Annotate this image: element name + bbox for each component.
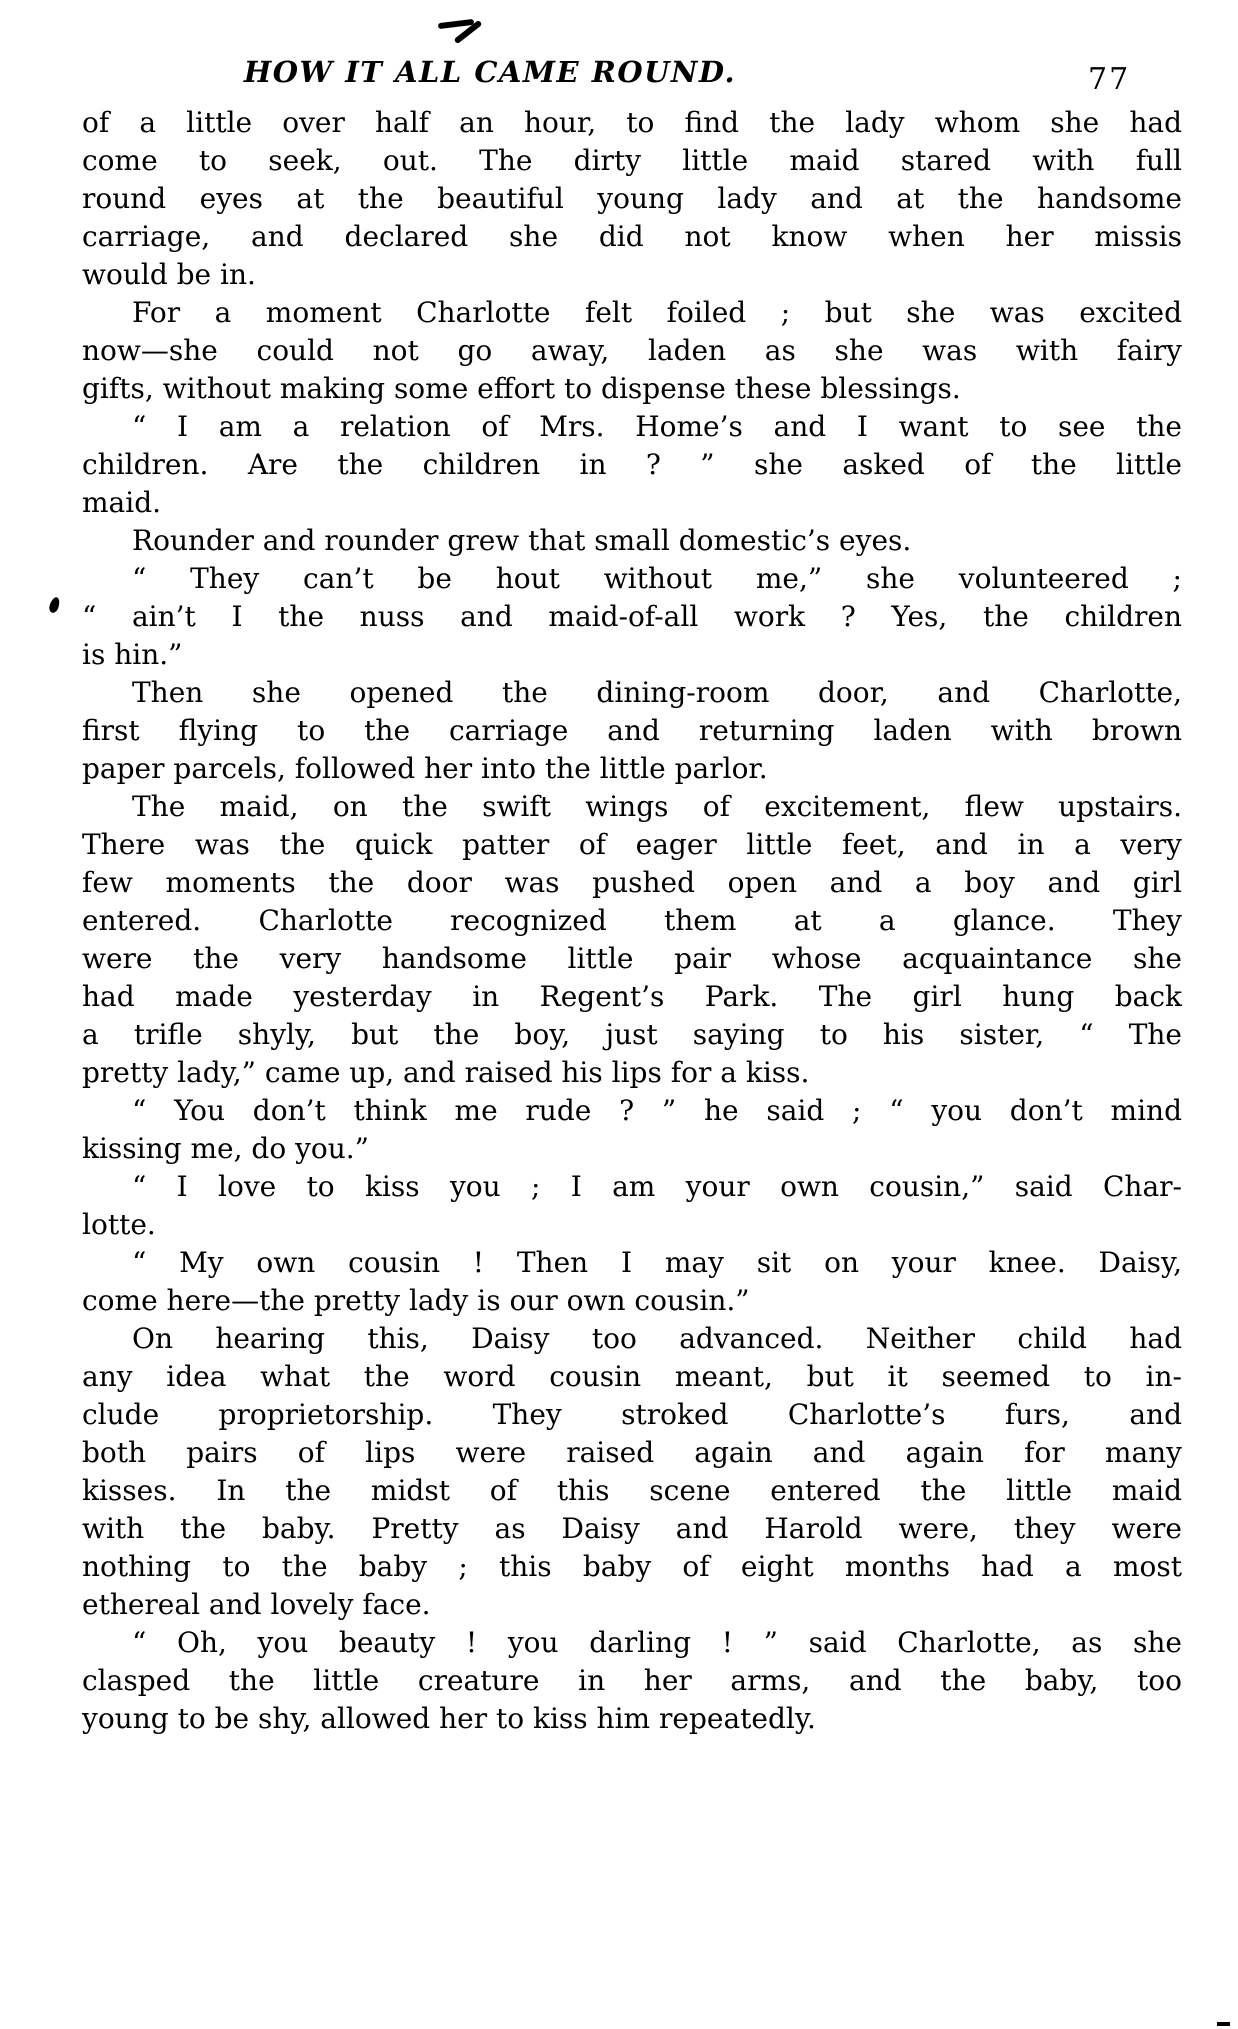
text-line: gifts, without making some effort to dispense these blessings. [82,372,961,405]
text-line: “ They can’t be hout without me,” she volunteered ; [132,562,1182,595]
text-line: On hearing this, Daisy too advanced. Neither child had [132,1322,1182,1355]
paragraph [82,104,1182,294]
text-line: “ My own cousin ! Then I may sit on your knee. Daisy, [132,1246,1182,1279]
text-line: “ I love to kiss you ; I am your own cousin,” said Char- [132,1170,1182,1203]
text-line: both pairs of lips were raised again and again for many [82,1436,1182,1469]
text-line: maid. [82,486,162,519]
text-line: of a little over half an hour, to find the lady whom she had [82,106,1182,139]
paragraph [82,1320,1182,1624]
text-line: first flying to the carriage and returning laden with brown [82,714,1182,747]
text-line: ethereal and lovely face. [82,1588,431,1621]
page-number: 77 [1088,62,1131,97]
paragraph [82,1244,1182,1320]
paragraph [82,294,1182,408]
text-line: with the baby. Pretty as Daisy and Harold were, they were [82,1512,1182,1545]
text-line: clude proprietorship. They stroked Charlotte’s furs, and [82,1398,1182,1431]
text-line: young to be shy, allowed her to kiss him repeatedly. [82,1702,816,1735]
text-line: nothing to the baby ; this baby of eight months had a most [82,1550,1182,1583]
text-line: round eyes at the beautiful young lady and at the handsome [82,182,1182,215]
text-line: “ Oh, you beauty ! you darling ! ” said Charlotte, as she [132,1626,1182,1659]
text-line: pretty lady,” came up, and raised his lips for a kiss. [82,1056,810,1089]
text-line: lotte. [82,1208,156,1241]
text-line: had made yesterday in Regent’s Park. The girl hung back [82,980,1182,1013]
paragraph [82,522,1182,560]
ink-mark-bottom-right [1217,2022,1230,2026]
text-line: come to seek, out. The dirty little maid stared with full [82,144,1182,177]
paragraph [82,1092,1182,1168]
text-line: “ I am a relation of Mrs. Home’s and I want to see the [132,410,1182,443]
paragraph [82,674,1182,788]
page-text-block [82,104,1182,1738]
text-line: come here—the pretty lady is our own cousin.” [82,1284,750,1317]
text-line: few moments the door was pushed open and a boy and girl [82,866,1182,899]
paragraph [82,1624,1182,1738]
paragraph [82,408,1182,522]
text-line: Then she opened the dining-room door, and Charlotte, [132,676,1182,709]
text-line: entered. Charlotte recognized them at a glance. They [82,904,1182,937]
text-line: kissing me, do you.” [82,1132,369,1165]
text-line: For a moment Charlotte felt foiled ; but she was excited [132,296,1182,329]
text-line: paper parcels, followed her into the little parlor. [82,752,768,785]
text-line: There was the quick patter of eager little feet, and in a very [82,828,1182,861]
ink-mark-left-margin [48,596,62,614]
text-line: any idea what the word cousin meant, but it seemed to in- [82,1360,1182,1393]
paragraph [82,1168,1182,1244]
text-line: clasped the little creature in her arms, and the baby, too [82,1664,1182,1697]
text-line: kisses. In the midst of this scene entered the little maid [82,1474,1182,1507]
text-line: were the very handsome little pair whose acquaintance she [82,942,1182,975]
text-line: is hin.” [82,638,183,671]
paragraph [82,560,1182,674]
text-line: The maid, on the swift wings of excitement, flew upstairs. [132,790,1182,823]
text-line: “ You don’t think me rude ? ” he said ; “ you don’t mind [132,1094,1182,1127]
text-line: carriage, and declared she did not know when her missis [82,220,1182,253]
running-title: HOW IT ALL CAME ROUND. [243,55,737,89]
text-line: would be in. [82,258,256,291]
text-line: “ ain’t I the nuss and maid-of-all work ? Yes, the children [82,600,1182,633]
text-line: children. Are the children in ? ” she asked of the little [82,448,1182,481]
text-line: now—she could not go away, laden as she was with fairy [82,334,1182,367]
paragraph [82,788,1182,1092]
text-line: a trifle shyly, but the boy, just saying to his sister, “ The [82,1018,1182,1051]
text-line: Rounder and rounder grew that small domestic’s eyes. [132,524,912,557]
